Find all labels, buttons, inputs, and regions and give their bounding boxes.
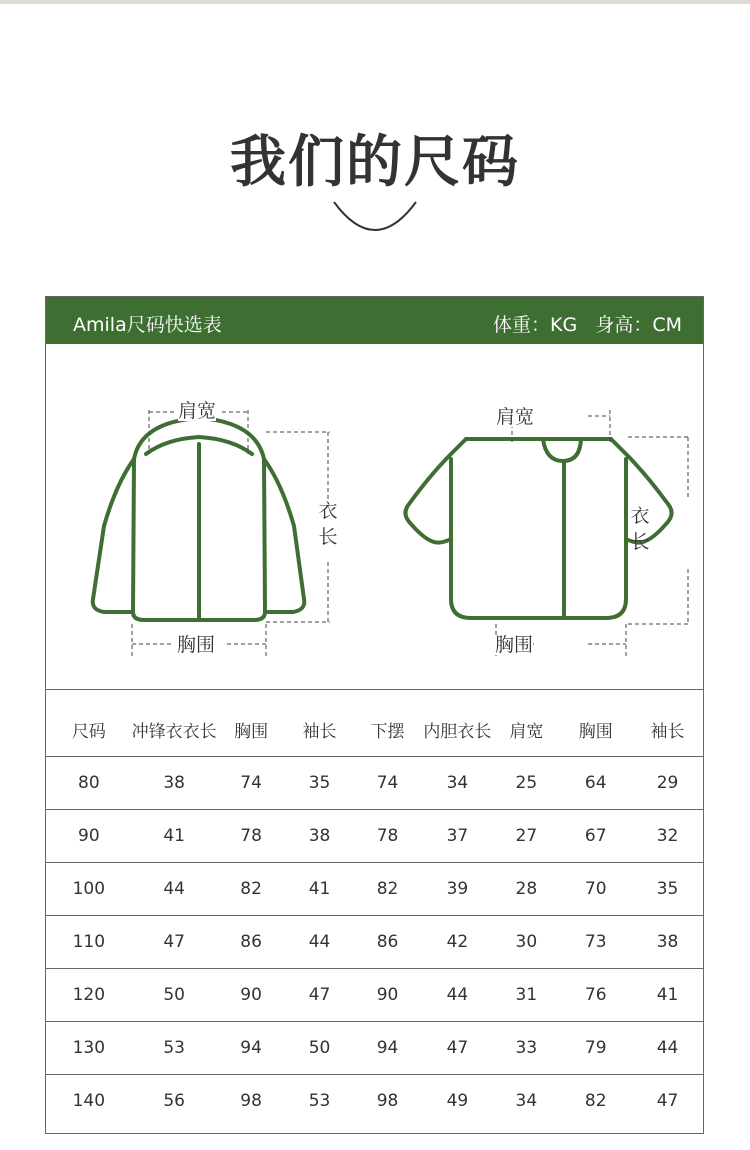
table-row [46, 810, 703, 863]
table-cell: 30 [493, 916, 559, 969]
table-cell: 44 [286, 916, 354, 969]
table-cell: 41 [132, 810, 217, 863]
vest-shoulder-label: 肩宽 [496, 406, 535, 428]
table-cell: 38 [132, 757, 217, 810]
table-cell: 90 [354, 969, 422, 1022]
jacket-length-label-2: 长 [318, 526, 338, 548]
table-cell: 50 [286, 1022, 354, 1075]
table-cell: 130 [46, 1022, 132, 1075]
table-cell: 94 [354, 1022, 422, 1075]
table-cell: 41 [632, 969, 703, 1022]
table-cell: 82 [217, 863, 286, 916]
header-jacket-length: 冲锋衣衣长 [131, 722, 217, 742]
table-cell: 35 [286, 757, 354, 810]
table-cell: 28 [493, 863, 559, 916]
vest-illustration [376, 344, 706, 689]
page-title: 我们的尺码 [230, 130, 520, 195]
size-chart [45, 296, 704, 1134]
jacket-chest-label: 胸围 [177, 634, 216, 656]
table-cell: 90 [217, 969, 286, 1022]
table-cell: 78 [354, 810, 422, 863]
table-cell: 47 [286, 969, 354, 1022]
table-row [46, 916, 703, 969]
table-cell: 64 [559, 757, 632, 810]
table-cell: 86 [354, 916, 422, 969]
size-table [46, 703, 703, 1127]
table-cell: 34 [493, 1075, 559, 1128]
table-cell: 90 [46, 810, 132, 863]
table-cell: 47 [132, 916, 217, 969]
table-cell: 53 [286, 1075, 354, 1128]
table-cell: 37 [421, 810, 493, 863]
table-cell: 98 [217, 1075, 286, 1128]
table-cell: 44 [421, 969, 493, 1022]
table-cell: 47 [632, 1075, 703, 1128]
header-inner-length: 内胆衣长 [423, 722, 492, 742]
table-cell: 31 [493, 969, 559, 1022]
header-inner-chest: 胸围 [578, 722, 613, 742]
table-cell: 49 [421, 1075, 493, 1128]
vest-chest-label: 胸围 [495, 634, 534, 656]
header-sleeve: 袖长 [302, 722, 337, 742]
table-cell: 82 [559, 1075, 632, 1128]
table-cell: 76 [559, 969, 632, 1022]
table-cell: 70 [559, 863, 632, 916]
jacket-length-label-1: 衣 [318, 500, 338, 522]
table-cell: 32 [632, 810, 703, 863]
table-cell: 29 [632, 757, 703, 810]
unit-note: 体重：KG 身高：CM [493, 314, 682, 336]
table-cell: 44 [132, 863, 217, 916]
table-cell: 78 [217, 810, 286, 863]
table-cell: 25 [493, 757, 559, 810]
table-cell: 140 [46, 1075, 132, 1128]
table-cell: 50 [132, 969, 217, 1022]
table-row [46, 1075, 703, 1128]
table-cell: 74 [217, 757, 286, 810]
table-cell: 73 [559, 916, 632, 969]
table-cell: 67 [559, 810, 632, 863]
table-row [46, 757, 703, 810]
table-cell: 47 [421, 1022, 493, 1075]
table-cell: 110 [46, 916, 132, 969]
garment-diagram [46, 344, 703, 689]
table-cell: 120 [46, 969, 132, 1022]
table-row [46, 1022, 703, 1075]
table-cell: 53 [132, 1022, 217, 1075]
diagram-divider [46, 689, 703, 690]
table-cell: 34 [421, 757, 493, 810]
table-cell: 44 [632, 1022, 703, 1075]
table-cell: 80 [46, 757, 132, 810]
vest-length-label-1: 衣 [630, 505, 650, 527]
table-cell: 74 [354, 757, 422, 810]
header-size: 尺码 [71, 722, 106, 742]
table-cell: 98 [354, 1075, 422, 1128]
table-cell: 39 [421, 863, 493, 916]
table-cell: 86 [217, 916, 286, 969]
table-cell: 38 [286, 810, 354, 863]
header-shoulder: 肩宽 [509, 722, 544, 742]
table-cell: 82 [354, 863, 422, 916]
chart-header [46, 297, 703, 344]
table-cell: 27 [493, 810, 559, 863]
table-cell: 79 [559, 1022, 632, 1075]
table-cell: 56 [132, 1075, 217, 1128]
table-cell: 94 [217, 1022, 286, 1075]
table-row [46, 863, 703, 916]
vest-length-label-2: 长 [630, 531, 650, 553]
table-cell: 38 [632, 916, 703, 969]
table-cell: 100 [46, 863, 132, 916]
table-header-row [46, 703, 703, 757]
chart-title: Amila尺码快选表 [73, 314, 222, 336]
smile-icon [330, 198, 420, 238]
top-divider [0, 0, 750, 4]
header-inner-sleeve: 袖长 [650, 722, 685, 742]
table-cell: 35 [632, 863, 703, 916]
header-chest: 胸围 [234, 722, 269, 742]
table-cell: 42 [421, 916, 493, 969]
header-hem: 下摆 [370, 722, 405, 742]
table-cell: 41 [286, 863, 354, 916]
table-row [46, 969, 703, 1022]
table-cell: 33 [493, 1022, 559, 1075]
jacket-shoulder-label: 肩宽 [178, 400, 217, 422]
